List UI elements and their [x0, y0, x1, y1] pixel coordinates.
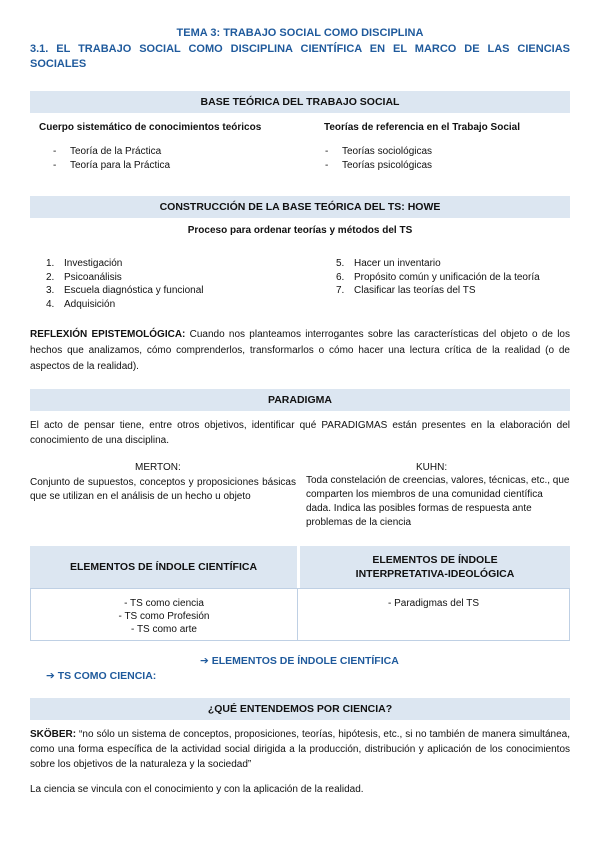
- kuhn-text: Toda constelación de creencias, valores, técnicas, etc., que comparten los miembros de una comunidad científica dada. Indica las posibles formas de respuesta ante problemas de la ciencia: [306, 475, 570, 528]
- table-cell-item: - TS como Profesión: [118, 611, 210, 622]
- section-title: 3.1. EL TRABAJO SOCIAL COMO DISCIPLINA CIENTÍFICA EN EL MARCO DE LAS CIENCIAS SOCIALES: [30, 43, 570, 70]
- list-item: - Teorías psicológicas: [322, 159, 432, 173]
- paradigma-heading-text: PARADIGMA: [268, 394, 332, 406]
- col2-title: Teorías de referencia en el Trabajo Social: [324, 122, 521, 133]
- paradigma-heading: [30, 389, 570, 411]
- table-cell-interpretativa: [297, 588, 570, 641]
- list-item: [336, 284, 540, 298]
- base-teorica-heading: [30, 91, 570, 113]
- list-text: Investigación: [64, 258, 123, 269]
- closing-paragraph: La ciencia se vincula con el conocimiento y con la aplicación de la realidad.: [30, 784, 364, 795]
- list-item: - Teoría para la Práctica: [50, 159, 170, 173]
- merton-label: MERTON:: [135, 462, 181, 473]
- merton-text: Conjunto de supuestos, conceptos y proposiciones básicas que se utilizan en el análisis de un hecho u objeto: [30, 477, 296, 502]
- elementos-table: [30, 546, 570, 642]
- table-cell-cientifica: [30, 588, 298, 641]
- table-header-cientifica: [30, 546, 297, 588]
- paradigma-intro: El acto de pensar tiene, entre otros objetivos, identificar qué PARADIGMAS están presentes en la elaboración del conocimiento de una disciplina.: [30, 420, 570, 446]
- list-item: [46, 284, 204, 298]
- list-number: 1.: [46, 258, 55, 269]
- table-cell-item: - Paradigmas del TS: [388, 598, 479, 609]
- howe-list-right: [336, 257, 540, 298]
- construccion-subtitle: Proceso para ordenar teorías y métodos del TS: [187, 225, 413, 236]
- list-item: - Teoría de la Práctica: [50, 145, 170, 159]
- list-text: Escuela diagnóstica y funcional: [64, 285, 204, 296]
- howe-list-left: [46, 257, 204, 311]
- list-number: 6.: [336, 271, 345, 283]
- que-es-ciencia-heading-text: ¿QUÉ ENTENDEMOS POR CIENCIA?: [207, 703, 393, 715]
- elementos-cientifica-arrow-heading: ➔ ELEMENTOS DE ÍNDOLE CIENTÍFICA: [200, 655, 399, 667]
- list-text: Adquisición: [64, 298, 116, 310]
- col1-title: Cuerpo sistemático de conocimientos teóricos: [39, 122, 262, 133]
- list-item: [46, 271, 204, 285]
- table-cell-item: - TS como ciencia: [124, 598, 204, 609]
- table-header-text: ELEMENTOS DE ÍNDOLE: [372, 554, 498, 566]
- list-number: 2.: [46, 271, 55, 283]
- list-number: 4.: [46, 298, 55, 310]
- list-item: [336, 257, 540, 271]
- list-item: [46, 257, 204, 271]
- list-item: [46, 298, 204, 312]
- construccion-heading-text: CONSTRUCCIÓN DE LA BASE TEÓRICA DEL TS: HOWE: [159, 201, 441, 213]
- skober-label: SKÖBER:: [30, 729, 77, 740]
- list-text: Clasificar las teorías del TS: [354, 285, 476, 296]
- list-text: Psicoanálisis: [64, 271, 122, 283]
- table-header-text: INTERPRETATIVA-IDEOLÓGICA: [355, 568, 515, 580]
- kuhn-label: KUHN:: [416, 462, 448, 473]
- list-text: Propósito común y unificación de la teoría: [354, 271, 540, 283]
- base-teorica-heading-text: BASE TEÓRICA DEL TRABAJO SOCIAL: [200, 96, 400, 108]
- topic-title: TEMA 3: TRABAJO SOCIAL COMO DISCIPLINA: [176, 27, 424, 39]
- table-cell-item: - TS como arte: [131, 624, 197, 635]
- reflexion-paragraph: [30, 327, 570, 375]
- list-text: Hacer un inventario: [354, 258, 441, 269]
- construccion-heading: [30, 196, 570, 218]
- list-item: - Teorías sociológicas: [322, 145, 432, 159]
- list-number: 7.: [336, 285, 345, 296]
- reflexion-text: Cuando nos planteamos interrogantes sobre las características del objeto o de los hechos que analizamos, cómo comprenderlos, transformarlos o cómo hacer una lectura crítica de la realidad (o de aspectos de la realidad).: [30, 329, 570, 372]
- skober-paragraph: [30, 727, 570, 772]
- reflexion-label: REFLEXIÓN EPISTEMOLÓGICA:: [30, 329, 186, 340]
- table-header-text: ELEMENTOS DE ÍNDOLE CIENTÍFICA: [69, 561, 258, 573]
- list-item: [336, 271, 540, 285]
- que-es-ciencia-heading: [30, 698, 570, 720]
- ts-como-ciencia-arrow-heading: ➔ TS COMO CIENCIA:: [46, 670, 157, 682]
- skober-text: “no sólo un sistema de conceptos, proposiciones, teorías, hipótesis, etc., si no también de manera simultánea, como una forma específica de la actividad social dirigida a la producción, distribución y aplicación de los conocimientos sobre los objetivos de la naturaleza y la sociedad”: [30, 729, 570, 770]
- col2-list: [322, 145, 432, 173]
- col1-list: [50, 145, 170, 173]
- list-number: 5.: [336, 258, 345, 269]
- table-header-interpretativa: [300, 546, 570, 588]
- list-number: 3.: [46, 285, 55, 296]
